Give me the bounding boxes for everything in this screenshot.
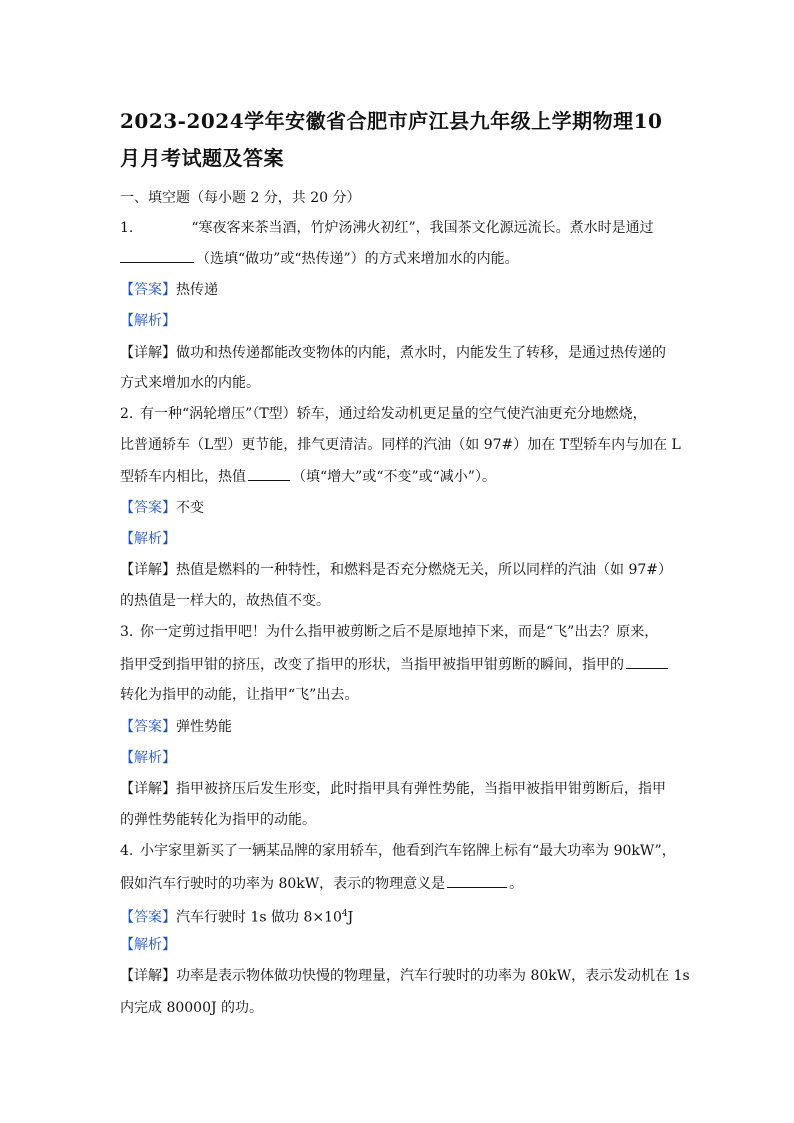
- analysis-label: 【解析】: [120, 937, 176, 953]
- q1-detail-1: [120, 343, 680, 363]
- answer-label: 【答案】: [120, 500, 176, 516]
- q3-detail-1: [120, 779, 680, 799]
- q4-text-2a: 假如汽车行驶时的功率为 80kW，表示的物理意义是: [120, 876, 446, 892]
- q2-detail-2: 的热值是一样大的，故热值不变。: [120, 593, 330, 609]
- q3-answer-blank: [626, 654, 668, 669]
- q2-line-3: [120, 466, 680, 487]
- detail-label: 【详解】: [120, 781, 176, 797]
- q1-answer-blank: [120, 248, 194, 263]
- q2-detail-text-1: 热值是燃料的一种特性，和燃料是否充分燃烧无关，所以同样的汽油（如 97#）: [176, 562, 672, 578]
- detail-label: 【详解】: [120, 968, 176, 984]
- q3-line-3: 转化为指甲的动能，让指甲“飞”出去。: [120, 687, 359, 703]
- q2-analysis: [120, 529, 680, 549]
- q4-analysis: [120, 935, 680, 955]
- q4-detail-2: 内完成 80000J 的功。: [120, 1000, 264, 1016]
- q4-answer-unit: J: [347, 909, 354, 926]
- q2-answer: [120, 498, 680, 518]
- q4-text-1: 小宇家里新买了一辆某品牌的家用轿车，他看到汽车铭牌上标有“最大功率为 90kW”，: [140, 843, 676, 859]
- q1-text-1: “寒夜客来茶当酒，竹炉汤沸火初红”，我国茶文化源远流长。煮水时是通过: [191, 220, 654, 236]
- q4-answer-blank: [447, 873, 507, 888]
- q1-line-2: [120, 248, 680, 269]
- q1-line-1: [120, 218, 680, 238]
- q3-detail-2: 的弹性势能转化为指甲的动能。: [120, 812, 316, 828]
- q4-detail-text-1: 功率是表示物体做功快慢的物理量，汽车行驶时的功率为 80kW，表示发动机在 1s: [176, 968, 690, 984]
- q1-analysis: [120, 311, 680, 331]
- q1-detail-2: 方式来增加水的内能。: [120, 375, 260, 391]
- q4-number: 4.: [120, 843, 134, 859]
- q3-text-2: 指甲受到指甲钳的挤压，改变了指甲的形状，当指甲被指甲钳剪断的瞬间，指甲的: [120, 657, 624, 673]
- q4-line-2: [120, 873, 680, 894]
- analysis-label: 【解析】: [120, 531, 176, 547]
- analysis-label: 【解析】: [120, 750, 176, 766]
- q1-detail-text-1: 做功和热传递都能改变物体的内能，煮水时，内能发生了转移，是通过热传递的: [176, 345, 666, 361]
- q2-line-1: [120, 404, 680, 424]
- q2-number: 2.: [120, 406, 134, 422]
- q3-analysis: [120, 748, 680, 768]
- q1-answer: [120, 280, 680, 300]
- q2-answer-text: 不变: [176, 500, 204, 516]
- answer-label: 【答案】: [120, 719, 176, 735]
- q2-answer-blank: [248, 466, 290, 481]
- q3-answer-text: 弹性势能: [176, 719, 232, 735]
- q4-answer-exponent: 4: [341, 909, 348, 919]
- title-line-1: 2023-2024学年安徽省合肥市庐江县九年级上学期物理10: [120, 109, 663, 133]
- q2-line-2: 比普通轿车（L型）更节能，排气更清洁。同样的汽油（如 97#）加在 T型轿车内与加在 L: [120, 437, 681, 453]
- analysis-label: 【解析】: [120, 313, 176, 329]
- detail-label: 【详解】: [120, 562, 176, 578]
- q4-detail-1: [120, 966, 690, 986]
- q4-line-1: [120, 841, 680, 861]
- q3-text-1: 你一定剪过指甲吧！为什么指甲被剪断之后不是原地掉下来，而是“飞”出去？原来，: [140, 624, 659, 640]
- q4-text-2b: 。: [509, 876, 524, 892]
- q3-number: 3.: [120, 624, 134, 640]
- answer-label: 【答案】: [120, 909, 176, 926]
- detail-label: 【详解】: [120, 345, 176, 361]
- title-line-2: 月月考试题及答案: [120, 146, 284, 170]
- q2-text-1: 有一种“涡轮增压”（T型）轿车，通过给发动机更足量的空气使汽油更充分地燃烧，: [140, 406, 647, 422]
- q3-answer: [120, 717, 680, 737]
- q3-detail-text-1: 指甲被挤压后发生形变，此时指甲具有弹性势能，当指甲被指甲钳剪断后，指甲: [176, 781, 666, 797]
- q3-line-2: [120, 654, 680, 675]
- q2-text-3a: 型轿车内相比，热值: [120, 469, 246, 485]
- q4-answer-base: 汽车行驶时 1s 做功 8×10: [176, 909, 342, 926]
- section-heading: 一、填空题（每小题 2 分，共 20 分）: [120, 190, 361, 206]
- q2-detail-1: [120, 560, 680, 580]
- q2-text-3b: （填“增大”或“不变”或“减小”）。: [292, 469, 496, 485]
- q3-line-1: [120, 622, 680, 642]
- q4-answer: [120, 904, 680, 928]
- answer-label: 【答案】: [120, 282, 176, 298]
- q1-text-2: （选填“做功”或“热传递”）的方式来增加水的内能。: [196, 251, 519, 267]
- q1-number: 1.: [120, 220, 134, 236]
- q1-answer-text: 热传递: [176, 282, 218, 298]
